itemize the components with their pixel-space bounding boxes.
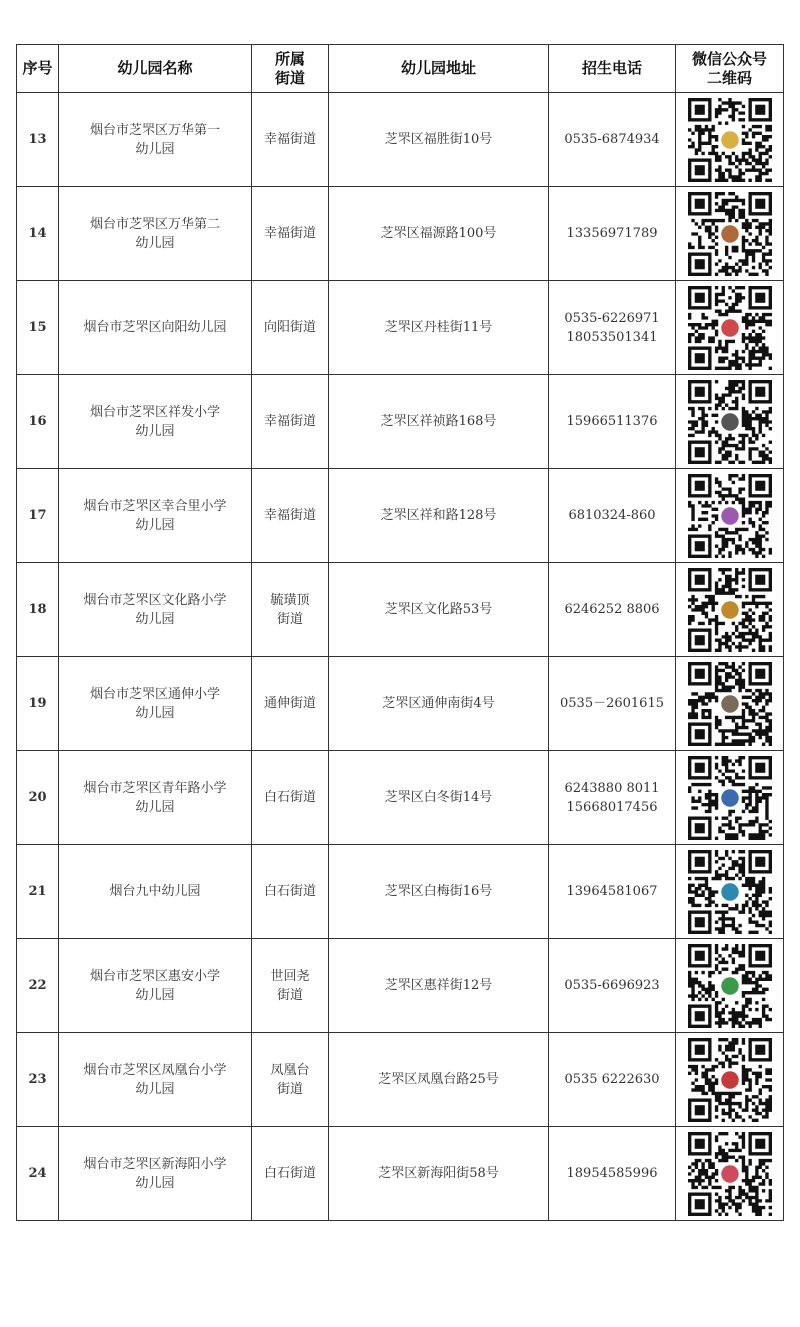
kindergarten-table bbox=[16, 44, 784, 1221]
address-cell: 芝罘区丹桂街11号 bbox=[329, 281, 549, 375]
name-cell: 烟台市芝罘区祥发小学 幼儿园 bbox=[59, 375, 252, 469]
address-cell: 芝罘区新海阳街58号 bbox=[329, 1127, 549, 1221]
street-cell: 白石街道 bbox=[252, 1127, 329, 1221]
header-street: 所属 街道 bbox=[252, 45, 329, 93]
name-cell: 烟台九中幼儿园 bbox=[59, 845, 252, 939]
name-cell: 烟台市芝罘区文化路小学 幼儿园 bbox=[59, 563, 252, 657]
qr-logo-icon bbox=[721, 225, 738, 242]
phone-cell: 6810324-860 bbox=[549, 469, 676, 563]
qr-logo-icon bbox=[721, 413, 738, 430]
phone-cell: 0535-6226971 18053501341 bbox=[549, 281, 676, 375]
address-cell: 芝罘区白冬街14号 bbox=[329, 751, 549, 845]
qr-cell bbox=[676, 187, 784, 281]
phone-cell: 0535-6696923 bbox=[549, 939, 676, 1033]
qr-logo-icon bbox=[721, 131, 738, 148]
street-cell: 幸福街道 bbox=[252, 375, 329, 469]
phone-cell: 0535-6874934 bbox=[549, 93, 676, 187]
index-cell: 13 bbox=[17, 93, 59, 187]
address-cell: 芝罘区祥祯路168号 bbox=[329, 375, 549, 469]
qr-cell bbox=[676, 375, 784, 469]
phone-cell: 6243880 8011 15668017456 bbox=[549, 751, 676, 845]
qr-code-image bbox=[688, 98, 772, 182]
index-cell: 19 bbox=[17, 657, 59, 751]
qr-cell bbox=[676, 657, 784, 751]
street-cell: 毓璜顶 街道 bbox=[252, 563, 329, 657]
phone-cell: 0535 6222630 bbox=[549, 1033, 676, 1127]
header-row bbox=[17, 45, 784, 93]
address-cell: 芝罘区文化路53号 bbox=[329, 563, 549, 657]
qr-code-image bbox=[688, 380, 772, 464]
qr-code-image bbox=[688, 474, 772, 558]
qr-code-image bbox=[688, 850, 772, 934]
street-cell: 凤凰台 街道 bbox=[252, 1033, 329, 1127]
qr-logo-icon bbox=[721, 695, 738, 712]
qr-code-image bbox=[688, 756, 772, 840]
qr-code-image bbox=[688, 1132, 772, 1216]
qr-logo-icon bbox=[721, 507, 738, 524]
index-cell: 21 bbox=[17, 845, 59, 939]
name-cell: 烟台市芝罘区惠安小学 幼儿园 bbox=[59, 939, 252, 1033]
table-row bbox=[17, 563, 784, 657]
qr-code-image bbox=[688, 1038, 772, 1122]
phone-cell: 6246252 8806 bbox=[549, 563, 676, 657]
index-cell: 23 bbox=[17, 1033, 59, 1127]
address-cell: 芝罘区通伸南街4号 bbox=[329, 657, 549, 751]
name-cell: 烟台市芝罘区凤凰台小学 幼儿园 bbox=[59, 1033, 252, 1127]
phone-cell: 18954585996 bbox=[549, 1127, 676, 1221]
qr-cell bbox=[676, 1033, 784, 1127]
index-cell: 22 bbox=[17, 939, 59, 1033]
address-cell: 芝罘区白梅街16号 bbox=[329, 845, 549, 939]
index-cell: 18 bbox=[17, 563, 59, 657]
qr-cell bbox=[676, 281, 784, 375]
address-cell: 芝罘区祥和路128号 bbox=[329, 469, 549, 563]
header-index: 序号 bbox=[17, 45, 59, 93]
qr-logo-icon bbox=[721, 883, 738, 900]
name-cell: 烟台市芝罘区万华第二 幼儿园 bbox=[59, 187, 252, 281]
qr-cell bbox=[676, 1127, 784, 1221]
index-cell: 17 bbox=[17, 469, 59, 563]
phone-cell: 13356971789 bbox=[549, 187, 676, 281]
street-cell: 通伸街道 bbox=[252, 657, 329, 751]
qr-code-image bbox=[688, 192, 772, 276]
qr-logo-icon bbox=[721, 977, 738, 994]
phone-cell: 0535－2601615 bbox=[549, 657, 676, 751]
street-cell: 白石街道 bbox=[252, 845, 329, 939]
name-cell: 烟台市芝罘区青年路小学 幼儿园 bbox=[59, 751, 252, 845]
qr-code-image bbox=[688, 944, 772, 1028]
qr-cell bbox=[676, 845, 784, 939]
qr-code-image bbox=[688, 286, 772, 370]
header-name: 幼儿园名称 bbox=[59, 45, 252, 93]
table-row bbox=[17, 657, 784, 751]
table-row bbox=[17, 93, 784, 187]
table-row bbox=[17, 469, 784, 563]
header-phone: 招生电话 bbox=[549, 45, 676, 93]
index-cell: 24 bbox=[17, 1127, 59, 1221]
street-cell: 世回尧 街道 bbox=[252, 939, 329, 1033]
qr-logo-icon bbox=[721, 1165, 738, 1182]
table-row bbox=[17, 751, 784, 845]
qr-code-image bbox=[688, 662, 772, 746]
street-cell: 幸福街道 bbox=[252, 187, 329, 281]
qr-cell bbox=[676, 939, 784, 1033]
table-row bbox=[17, 375, 784, 469]
street-cell: 白石街道 bbox=[252, 751, 329, 845]
qr-logo-icon bbox=[721, 789, 738, 806]
street-cell: 幸福街道 bbox=[252, 93, 329, 187]
address-cell: 芝罘区惠祥街12号 bbox=[329, 939, 549, 1033]
street-cell: 向阳街道 bbox=[252, 281, 329, 375]
address-cell: 芝罘区凤凰台路25号 bbox=[329, 1033, 549, 1127]
table-row bbox=[17, 845, 784, 939]
header-qr: 微信公众号 二维码 bbox=[676, 45, 784, 93]
index-cell: 15 bbox=[17, 281, 59, 375]
table-row bbox=[17, 187, 784, 281]
qr-cell bbox=[676, 93, 784, 187]
name-cell: 烟台市芝罘区向阳幼儿园 bbox=[59, 281, 252, 375]
address-cell: 芝罘区福源路100号 bbox=[329, 187, 549, 281]
index-cell: 16 bbox=[17, 375, 59, 469]
index-cell: 20 bbox=[17, 751, 59, 845]
address-cell: 芝罘区福胜街10号 bbox=[329, 93, 549, 187]
name-cell: 烟台市芝罘区新海阳小学 幼儿园 bbox=[59, 1127, 252, 1221]
name-cell: 烟台市芝罘区通伸小学 幼儿园 bbox=[59, 657, 252, 751]
qr-cell bbox=[676, 563, 784, 657]
qr-logo-icon bbox=[721, 1071, 738, 1088]
table-row bbox=[17, 1033, 784, 1127]
table-row bbox=[17, 281, 784, 375]
table-row bbox=[17, 1127, 784, 1221]
qr-cell bbox=[676, 469, 784, 563]
table-row bbox=[17, 939, 784, 1033]
qr-code-image bbox=[688, 568, 772, 652]
name-cell: 烟台市芝罘区幸合里小学 幼儿园 bbox=[59, 469, 252, 563]
name-cell: 烟台市芝罘区万华第一 幼儿园 bbox=[59, 93, 252, 187]
phone-cell: 15966511376 bbox=[549, 375, 676, 469]
qr-cell bbox=[676, 751, 784, 845]
header-address: 幼儿园地址 bbox=[329, 45, 549, 93]
qr-logo-icon bbox=[721, 601, 738, 618]
phone-cell: 13964581067 bbox=[549, 845, 676, 939]
qr-logo-icon bbox=[721, 319, 738, 336]
index-cell: 14 bbox=[17, 187, 59, 281]
street-cell: 幸福街道 bbox=[252, 469, 329, 563]
